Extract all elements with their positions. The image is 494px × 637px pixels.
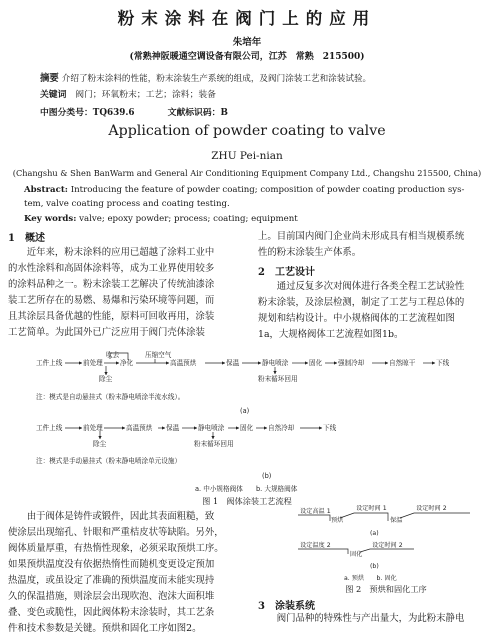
- text-line: 性的粉末涂装生产体系。: [258, 247, 362, 258]
- text-line: 粉末涂装，及涂层检测，制定了工艺与工程总体的: [258, 297, 465, 308]
- english-abstract-line2: tem, valve coating process and coating testing.: [24, 199, 230, 209]
- flow-a-start: 工件上线: [36, 359, 63, 367]
- abstract-cn-text: 介绍了粉末涂料的性能，粉末涂装生产系统的组成，及阀门涂装工艺和涂装试验。: [61, 74, 372, 84]
- author-cn: 朱培年: [232, 37, 262, 48]
- text-line: 阀体质量厚重，有热惰性现象，必须采取预烘工序。: [8, 543, 224, 554]
- affiliation-cn: (常熟神阪暖通空调设备有限公司，江苏 常熟 215500): [129, 52, 365, 62]
- flow-b-start: 工件上线: [36, 424, 63, 432]
- english-affiliation: (Changshu & Shen BanWarm and General Air Conditioning Equipment Company Ltd., Changshu 215500, China): [12, 168, 482, 178]
- figure1-caption: 图 1 阀体涂装工艺流程: [202, 496, 292, 506]
- doc-code-label: 文献标识码：: [167, 108, 221, 118]
- page-title: 粉末涂料在阀门上的应用: [117, 9, 377, 28]
- section2-heading: 2 工艺设计: [258, 267, 315, 278]
- text-line: 阀门品种的特殊性与产出量大，为此粉末静电: [276, 613, 465, 624]
- english-title: Application of powder coating to valve: [108, 123, 386, 139]
- text-line: 使涂层出现缩孔、针眼和严重桔皮状等缺陷。另外，: [8, 527, 224, 538]
- text-line: 由于阀体是铸件或锻件，因此其表面粗糙，致: [26, 511, 215, 522]
- flow-b-preheat: 高温预烘: [126, 424, 153, 432]
- abstract-cn-label: 摘要: [40, 73, 59, 84]
- text-line: 装工艺所存在的易燃、易爆和污染环境等问题，而: [8, 295, 215, 306]
- fig2-a-preheat: 预烘: [331, 517, 344, 524]
- flow-a-natural-cool: 自然晾干: [389, 359, 416, 367]
- flow-b-keep-warm: 保温: [166, 424, 180, 432]
- text-line: 通过反复多次对阀体进行各类全程工艺试验性: [276, 281, 465, 292]
- fig2-a-set-time: 设定时间 1: [356, 505, 387, 512]
- abstract-cn: [40, 70, 371, 84]
- english-abstract-label: Abstract:: [24, 185, 68, 195]
- text-line: 1a，大规格阀体工艺流程如图1b。: [258, 329, 404, 340]
- flow-b-spray: 静电喷涂: [198, 424, 225, 432]
- flow-a-cure: 固化: [309, 359, 323, 367]
- flow-b-offline: 下线: [323, 424, 337, 432]
- flow-a-purify: 净化: [120, 359, 134, 367]
- text-line: 热温度，或虽设定了准确的预烘温度而未能实现持: [8, 575, 215, 586]
- keywords-cn: [40, 87, 216, 100]
- text-line: 且其涂层具备优越的性能，原料可回收再用，涂装: [8, 311, 215, 322]
- flow-a-keep-warm: 保温: [226, 359, 240, 367]
- english-keywords-label: Key words:: [24, 214, 77, 224]
- figure2-caption: 图 2 预烘和固化工序: [345, 584, 427, 594]
- fig2-legend: a. 预烘 b. 固化: [344, 575, 397, 582]
- flow-a-note: 注：模式是自动悬挂式（粉末静电喷涂半流水线）。: [36, 393, 185, 401]
- flow-a-pretreat: 前处理: [83, 359, 103, 367]
- figure1-sub-legend: a. 中小规格阀体 b. 大规格阀体: [195, 485, 298, 493]
- english-keywords-text: valve; epoxy powder; process; coating; equipment: [79, 214, 298, 224]
- fig2-line: [340, 513, 388, 521]
- flow-a-compressed-air: 压缩空气: [145, 351, 172, 359]
- flow-a-offline: 下线: [436, 359, 450, 367]
- keywords-cn-text: 阀门；环氧粉末；工艺；涂料；装备: [75, 90, 216, 100]
- fig2-a-set-time2: 设定时间 2: [416, 505, 447, 512]
- fig2-a-set-high: 设定高温 1: [300, 508, 331, 515]
- flow-b-dust: 除尘: [93, 440, 107, 448]
- fig2-a-label: (a): [370, 530, 379, 537]
- section1-heading: 1 概述: [8, 233, 45, 244]
- flow-a-force-cool: 强制冷却: [338, 359, 365, 367]
- text-line: 件和技术参数是关键。预烘和固化工序如图2。: [8, 623, 202, 634]
- fig2-line: [360, 549, 414, 552]
- text-line: 如果预烘温度没有依据热惰性而随机变更设定预加: [8, 559, 215, 570]
- fig2-line: [298, 549, 348, 554]
- text-line: 近年来，粉末涂料的应用已超越了涂料工业中: [26, 247, 215, 258]
- flow-b-recycle: 粉末循环回用: [194, 440, 234, 448]
- flow-a-preheat: 高温预烘: [170, 359, 197, 367]
- fig2-b-label: (b): [370, 563, 379, 570]
- clc-value: TQ639.6: [92, 108, 135, 118]
- flow-a-recycle: 粉末循环回用: [258, 375, 298, 383]
- fig2-b-set-time: 设定时间 2: [372, 542, 403, 549]
- text-line: 工艺简单。为此国外已广泛应用于阀门壳体涂装: [8, 327, 205, 338]
- doc-code-value: B: [220, 108, 228, 118]
- keywords-cn-label: 关键词: [40, 90, 67, 100]
- flow-b-pretreat: 前处理: [83, 424, 103, 432]
- text-line: 上。目前国内阀门企业尚未形成具有相当规模系统: [258, 231, 465, 242]
- fig2-a-keep: 保温: [390, 517, 403, 524]
- fig2-b-set-temp: 设定温度 2: [300, 542, 331, 549]
- flow-a-label: (a): [240, 407, 250, 415]
- flow-a-dust: 除尘: [99, 375, 113, 383]
- right-column-top: [258, 229, 490, 261]
- text-line: 的涂料品种之一。粉末涂装工艺解决了传统油漆涂: [8, 279, 215, 290]
- fig2-b-cure: 固化: [350, 551, 363, 558]
- clc-label: 中图分类号：: [40, 108, 93, 118]
- flow-a-spray: 静电喷涂: [262, 359, 289, 367]
- left-column-bottom: [8, 509, 246, 637]
- english-abstract-line1: [24, 185, 464, 195]
- text-line: 规划和结构设计。中小规格阀体的工艺流程如图: [258, 313, 455, 324]
- clc-row: [40, 105, 228, 118]
- flow-a-blow: 吹去: [106, 351, 120, 359]
- flow-b-label: (b): [262, 472, 272, 480]
- figure1-flowchart: [0, 338, 494, 498]
- fig2-line: [298, 515, 330, 521]
- flow-b-cure: 固化: [240, 424, 254, 432]
- text-line: 的水性涂料和高固体涂料等，成为工业界使用较多: [8, 263, 215, 274]
- flow-b-natural-cool: 自然冷却: [268, 424, 295, 432]
- english-abstract-text1: Introducing the feature of powder coating; composition of powder coating production sys-: [70, 185, 465, 195]
- section3-heading: 3 涂装系统: [258, 601, 315, 612]
- flow-b-note: 注：模式是手动悬挂式（粉末静电喷涂单元设施）: [36, 457, 182, 465]
- fig2-line: [400, 513, 470, 518]
- section2-body: [258, 279, 490, 343]
- english-keywords: [24, 214, 298, 224]
- text-line: 久的保温措施，则涂层会出现吹泡、泡沫大面积堆: [8, 591, 215, 602]
- text-line: 叠、变色或脆性，因此阀体粉末涂装时，其工艺条: [8, 607, 215, 618]
- section1-body: [8, 245, 246, 341]
- english-author: ZHU Pei-nian: [211, 150, 283, 162]
- section3-body: [258, 611, 490, 627]
